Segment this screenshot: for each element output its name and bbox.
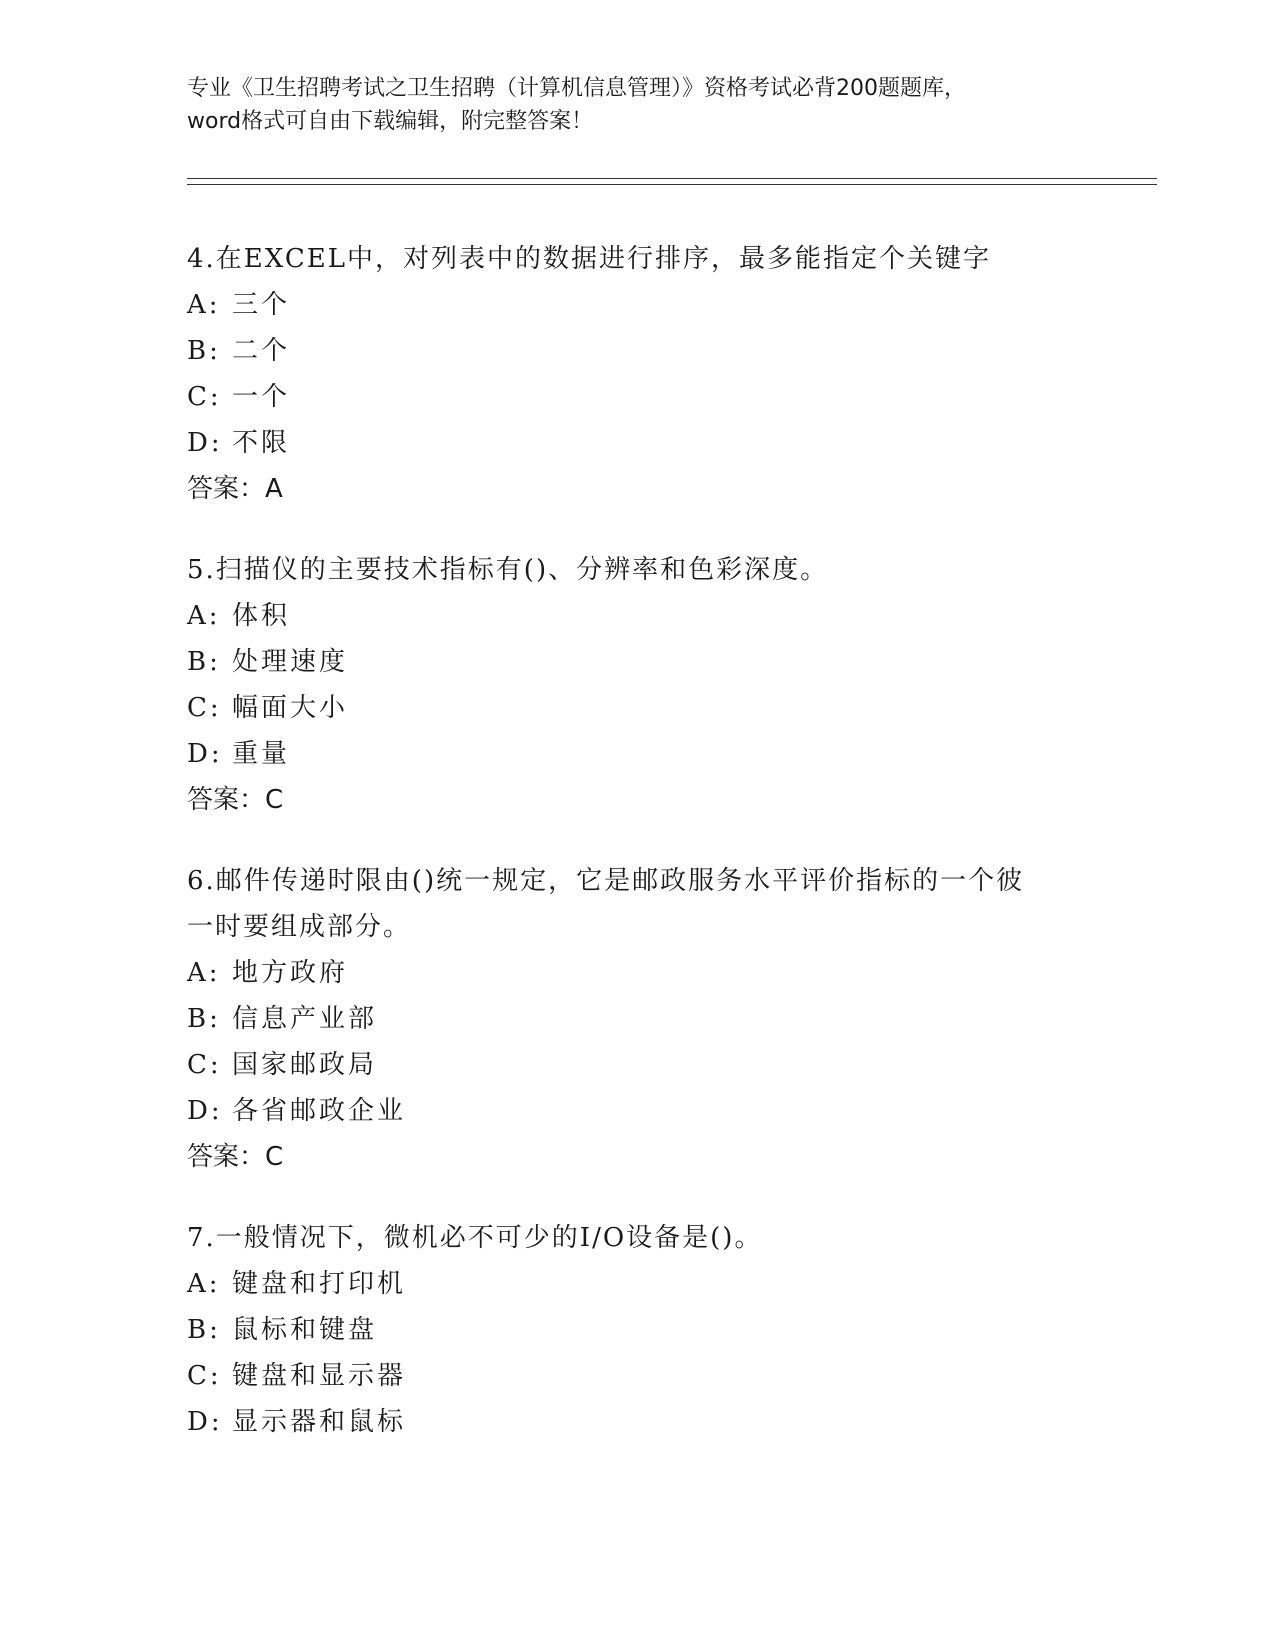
document-header (187, 72, 1087, 138)
option-text: 显示器和鼠标 (232, 1407, 407, 1437)
option-d (187, 731, 1067, 777)
option-c (187, 374, 1067, 420)
option-text: 一个 (232, 382, 291, 412)
option-text: 键盘和显示器 (232, 1361, 407, 1391)
question-item (187, 858, 1067, 1180)
header-line-1: 专业《卫生招聘考试之卫生招聘（计算机信息管理）》资格考试必背200题题库， (187, 76, 966, 101)
option-a (187, 282, 1067, 328)
question-text: 7.一般情况下，微机必不可少的I/O设备是()。 (187, 1223, 763, 1253)
option-letter: C: (187, 1050, 222, 1080)
option-d (187, 1399, 1067, 1445)
option-letter: B: (187, 1004, 221, 1034)
option-letter: A: (187, 1269, 221, 1299)
option-letter: D: (187, 428, 223, 458)
answer-text: 答案：A (187, 474, 283, 504)
option-text: 地方政府 (232, 958, 349, 988)
header-divider (187, 178, 1157, 185)
option-letter: B: (187, 336, 221, 366)
option-letter: A: (187, 601, 221, 631)
question-list (187, 236, 1067, 1480)
option-c (187, 1353, 1067, 1399)
option-text: 幅面大小 (232, 693, 349, 723)
option-letter: C: (187, 1361, 222, 1391)
option-b (187, 328, 1067, 374)
option-letter: B: (187, 1315, 221, 1345)
question-text: 5.扫描仪的主要技术指标有()、分辨率和色彩深度。 (187, 555, 829, 585)
option-d (187, 420, 1067, 466)
question-text: 6.邮件传递时限由()统一规定，它是邮政服务水平评价指标的一个彼 (187, 866, 1025, 896)
option-text: 键盘和打印机 (232, 1269, 407, 1299)
option-text: 二个 (232, 336, 291, 366)
option-text: 不限 (232, 428, 291, 458)
option-a (187, 1261, 1067, 1307)
question-text: 4.在EXCEL中，对列表中的数据进行排序，最多能指定个关键字 (187, 244, 991, 274)
answer-text: 答案：C (187, 785, 284, 815)
option-b (187, 639, 1067, 685)
option-b (187, 996, 1067, 1042)
option-text: 信息产业部 (232, 1004, 378, 1034)
header-line-2: word格式可自由下载编辑，附完整答案！ (187, 109, 594, 134)
option-d (187, 1088, 1067, 1134)
option-letter: C: (187, 382, 222, 412)
option-letter: D: (187, 1407, 223, 1437)
option-text: 国家邮政局 (232, 1050, 378, 1080)
option-text: 各省邮政企业 (232, 1096, 407, 1126)
question-text-continued: 一时要组成部分。 (187, 912, 412, 942)
option-text: 重量 (232, 739, 291, 769)
option-letter: A: (187, 958, 221, 988)
option-b (187, 1307, 1067, 1353)
question-item (187, 1215, 1067, 1445)
option-c (187, 1042, 1067, 1088)
answer-text: 答案：C (187, 1142, 284, 1172)
option-letter: B: (187, 647, 221, 677)
question-item (187, 547, 1067, 823)
option-a (187, 950, 1067, 996)
option-letter: C: (187, 693, 222, 723)
option-letter: D: (187, 739, 223, 769)
option-c (187, 685, 1067, 731)
option-letter: A: (187, 290, 221, 320)
option-text: 三个 (232, 290, 291, 320)
option-letter: D: (187, 1096, 223, 1126)
question-item (187, 236, 1067, 512)
option-a (187, 593, 1067, 639)
option-text: 鼠标和键盘 (232, 1315, 378, 1345)
option-text: 处理速度 (232, 647, 349, 677)
option-text: 体积 (232, 601, 291, 631)
